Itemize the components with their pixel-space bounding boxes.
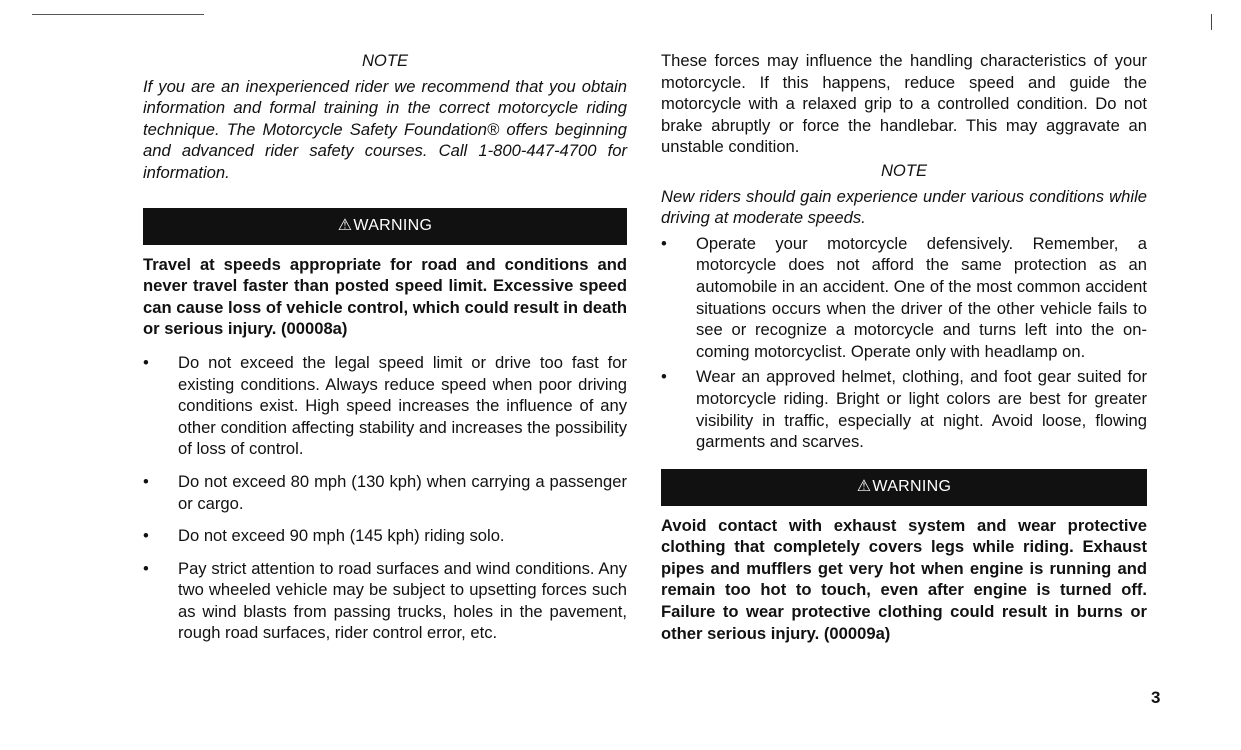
list-item: • Do not exceed 80 mph (130 kph) when carrying a passenger or cargo. [143, 471, 627, 513]
note-title: NOTE [361, 51, 409, 70]
bullet-list [661, 233, 1147, 453]
note-text: New riders should gain experience under various conditions while driving at moderate speeds. [661, 186, 1147, 228]
list-item: • Wear an approved helmet, clothing, and foot gear suited for motorcycle riding. Bright or light colors are best for greater visibility in traffic, especially at night. Avoid loose, flowing garments and scarves. [661, 367, 1147, 452]
bullet-dot: • [143, 558, 149, 578]
list-item: • Pay strict attention to road surfaces and wind conditions. Any two wheeled vehicle may be subject to upsetting forces such as wind blasts from passing trucks, holes in the pavement, rough road surfaces, rider control error, etc. [143, 558, 627, 643]
header-rule [32, 14, 204, 15]
warning-triangle-icon: ⚠ [337, 217, 353, 235]
warning-label: WARNING [872, 478, 952, 496]
margin-mark [1211, 14, 1212, 30]
list-item: • Do not exceed 90 mph (145 kph) riding solo. [143, 526, 505, 546]
warning-triangle-icon: ⚠ [856, 478, 872, 496]
note-text: If you are an inexperienced rider we recommend that you obtain information and formal training in the correct motorcycle riding technique. The Motorcycle Safety Foundation® offers beginning and advanced rider safety courses. Call 1-800-447-4700 for information. [143, 76, 627, 182]
warning-label: WARNING [353, 217, 433, 235]
list-item: • Do not exceed the legal speed limit or drive too fast for existing conditions. Always reduce speed when poor driving conditions exist. High speed increases the influence of any other condition affecting stability and increases the possibility of loss of control. [143, 352, 627, 459]
warning-text: Avoid contact with exhaust system and wear protective clothing that completely covers legs while riding. Exhaust pipes and mufflers get very hot when engine is running and remain too hot to touch, even after engine is turned off. Failure to wear protective clothing could result in burns or other serious injury. (00009a) [661, 515, 1147, 643]
bullet-dot: • [143, 526, 149, 546]
note-title: NOTE [880, 160, 928, 180]
bullet-dot: • [661, 233, 667, 253]
warning-banner [661, 469, 1147, 506]
intro-paragraph: These forces may influence the handling characteristics of your motorcycle. If this happens, reduce speed and guide the motorcycle with a relaxed grip to a controlled condition. Do not brake abruptly or force the handlebar. This may aggravate an unstable condition. [661, 51, 1147, 157]
left-column [143, 50, 627, 644]
bullet-dot: • [661, 367, 667, 387]
page-number: 3 [1151, 688, 1161, 707]
list-item: • Operate your motorcycle defensively. Remember, a motorcycle does not afford the same protection as an automobile in an accident. One of the most common accident situations occurs when the driver of the other vehicle fails to see or recognize a motorcycle and turns left into the on-coming motorcyclist. Operate only with headlamp on. [661, 233, 1147, 361]
right-column [661, 50, 1147, 644]
warning-banner [143, 208, 627, 245]
bullet-dot: • [143, 471, 149, 491]
bullet-dot: • [143, 352, 149, 372]
warning-text: Travel at speeds appropriate for road and conditions and never travel faster than posted speed limit. Excessive speed can cause loss of vehicle control, which could result in death or serious injury. (00008a) [143, 254, 627, 339]
bullet-list [143, 352, 627, 644]
